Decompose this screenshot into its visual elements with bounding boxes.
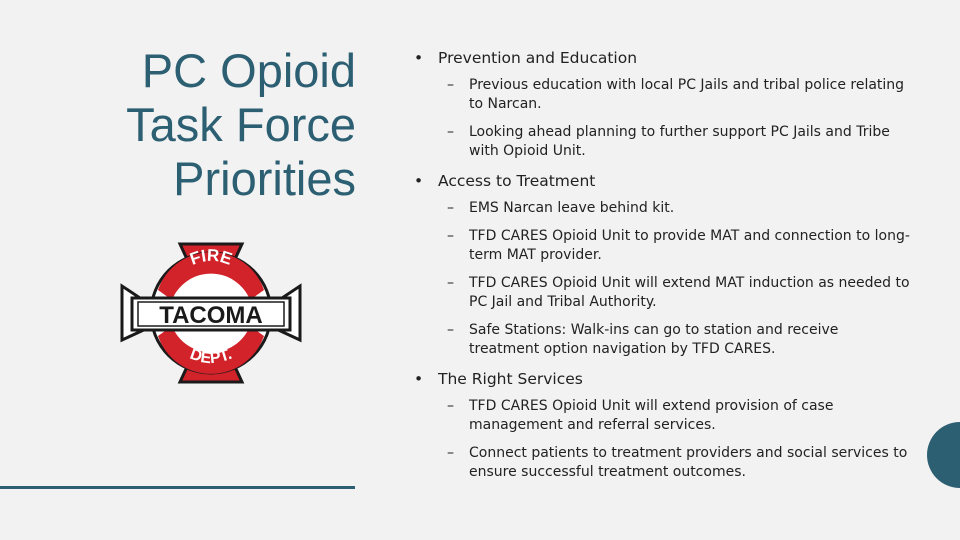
- dash-icon: –: [447, 77, 454, 93]
- dash-icon: –: [447, 398, 454, 414]
- slide-title: [60, 44, 356, 206]
- sub-bullet-item: – Safe Stations: Walk-ins can go to station and receive treatment option navigation by TFD CARES.: [447, 322, 839, 357]
- dash-icon: –: [447, 322, 454, 338]
- logo-bottom-text: DEPT.: [187, 345, 235, 368]
- sub-bullet-item: – Looking ahead planning to further support PC Jails and Tribe with Opioid Unit.: [447, 124, 890, 159]
- bullet-item: • Access to Treatment: [414, 172, 596, 190]
- bullet-icon: •: [414, 49, 424, 67]
- bullet-item: • Prevention and Education: [414, 49, 638, 67]
- tacoma-fire-dept-logo: [118, 240, 304, 386]
- bullet-group: [412, 48, 912, 161]
- bullet-group: [412, 171, 912, 359]
- sub-bullet-item: – TFD CARES Opioid Unit to provide MAT and connection to long-term MAT provider.: [447, 228, 910, 263]
- bullet-icon: •: [414, 172, 424, 190]
- sub-bullet-item: – TFD CARES Opioid Unit will extend MAT induction as needed to PC Jail and Tribal Authority.: [447, 275, 910, 310]
- logo-center-text: TACOMA: [159, 302, 263, 329]
- dash-icon: –: [447, 445, 454, 461]
- sub-bullet-item: – Previous education with local PC Jails and tribal police relating to Narcan.: [447, 77, 905, 112]
- bullet-icon: •: [414, 370, 424, 388]
- sub-bullet-item: – Connect patients to treatment providers and social services to ensure successful treatment outcomes.: [447, 445, 908, 480]
- bullet-item: • The Right Services: [414, 370, 583, 388]
- bullet-list: [412, 48, 912, 492]
- title-line: Task Force: [126, 98, 356, 151]
- title-line: Priorities: [173, 152, 356, 205]
- sub-bullet-item: – TFD CARES Opioid Unit will extend provision of case management and referral services.: [447, 398, 834, 433]
- dash-icon: –: [447, 200, 454, 216]
- dash-icon: –: [447, 228, 454, 244]
- title-underline: [0, 486, 355, 489]
- title-line: PC Opioid: [141, 44, 356, 97]
- dash-icon: –: [447, 275, 454, 291]
- dash-icon: –: [447, 124, 454, 140]
- bullet-group: [412, 369, 912, 482]
- sub-bullet-item: – EMS Narcan leave behind kit.: [447, 200, 675, 216]
- logo-top-text: FIRE: [187, 245, 235, 269]
- decorative-circle: [927, 422, 960, 488]
